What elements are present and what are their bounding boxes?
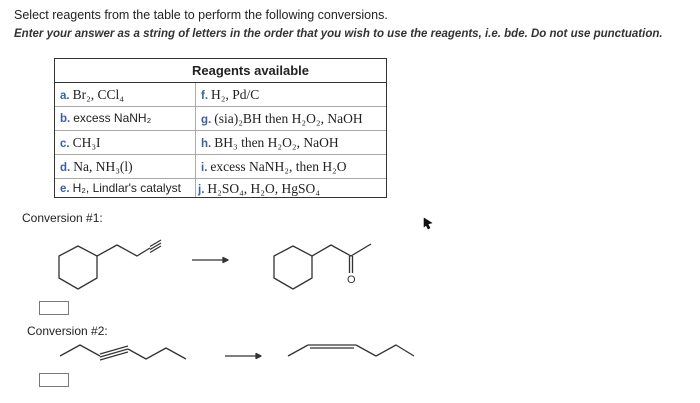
cyclohexane-ring-reactant	[59, 246, 97, 289]
reagent-text: (sia)₂BH then H₂O₂, NaOH	[214, 111, 363, 126]
carbonyl-bond	[350, 256, 353, 273]
reagent-letter: c.	[60, 138, 70, 150]
reagent-letter: d.	[60, 162, 71, 174]
reagent-letter: j.	[198, 184, 205, 196]
reactant-chain-1	[97, 245, 150, 256]
reactant-alkyne-bonds	[150, 240, 161, 253]
reagent-text: H₂SO₄, H₂O, HgSO₄	[207, 181, 320, 196]
table-header: Reagents available	[55, 59, 386, 83]
reagent-text: H₂, Lindlar's catalyst	[72, 181, 181, 195]
reagent-letter: g.	[201, 114, 212, 126]
mouse-cursor-icon	[424, 218, 432, 229]
cyclohexane-ring-product	[274, 246, 312, 289]
conversion-1-label: Conversion #1:	[22, 211, 103, 225]
reactant-2-triple-bond	[100, 346, 128, 360]
oxygen-label: O	[347, 274, 356, 286]
reagent-letter: f.	[201, 90, 209, 102]
reagent-letter: e.	[60, 183, 70, 195]
reagent-text: Br₂, CCl₄	[72, 87, 125, 102]
product-2-tail	[356, 345, 414, 356]
product-chain	[312, 244, 371, 256]
product-2-double-bond	[308, 345, 356, 348]
reagent-text: Na, NH₃(l)	[73, 159, 133, 174]
reagent-text: CH₃I	[72, 135, 101, 150]
product-2-zigzag	[288, 345, 308, 356]
conversion-2-label: Conversion #2:	[27, 324, 108, 338]
reagent-letter: a.	[60, 90, 70, 102]
reactant-2-zigzag	[60, 345, 100, 356]
instruction-line-1: Select reagents from the table to perform the following conversions.	[14, 8, 388, 22]
reagent-letter: i.	[201, 162, 208, 174]
reagent-letter: b.	[60, 113, 71, 125]
reagent-text: excess NaNH₂	[73, 111, 152, 125]
reagent-letter: h.	[201, 138, 212, 150]
reagent-text: excess NaNH₂, then H₂O	[210, 159, 347, 174]
reagent-text: H₂, Pd/C	[211, 87, 260, 102]
reagent-text: BH₃ then H₂O₂, NaOH	[214, 135, 339, 150]
instruction-line-2: Enter your answer as a string of letters in the order that you wish to use the reagents, i.e. bde. Do not use punctuation.	[14, 28, 663, 40]
reactant-2-tail	[128, 348, 186, 359]
